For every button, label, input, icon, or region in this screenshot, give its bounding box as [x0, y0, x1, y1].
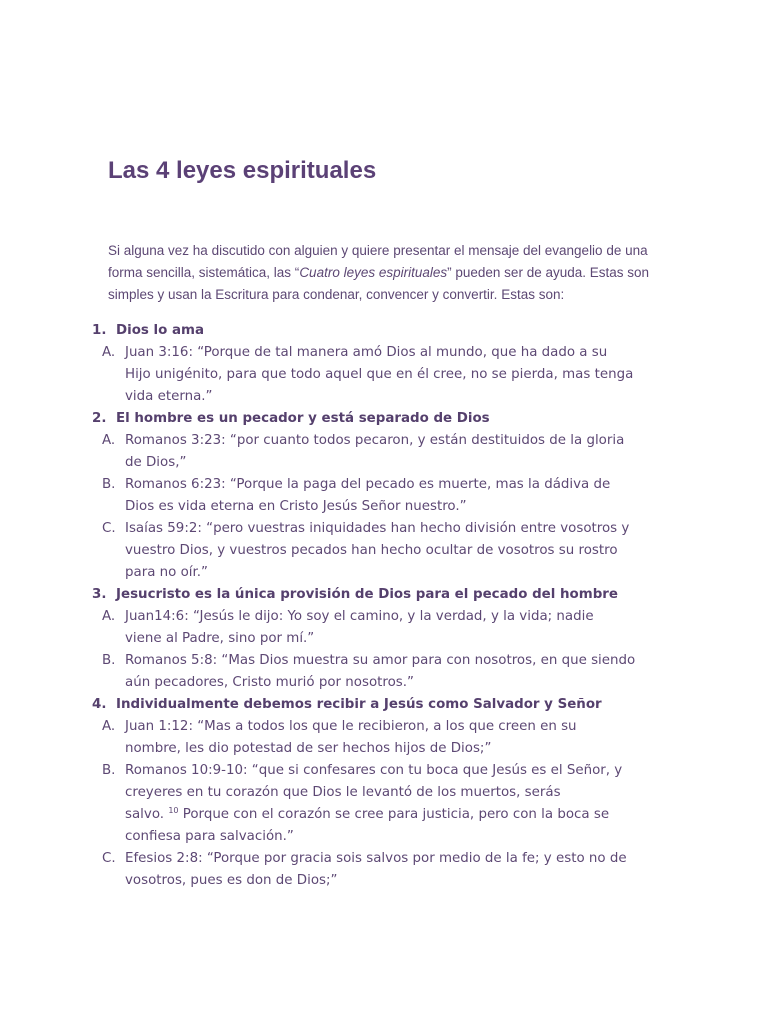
reference-line: Dios es vida eterna en Cristo Jesús Señor nuestro.” — [125, 499, 467, 514]
reference-line — [125, 804, 732, 826]
reference-line: Juan 3:16: “Porque de tal manera amó Dios al mundo, que ha dado a su — [125, 345, 608, 360]
reference-line: creyeres en tu corazón que Dios le levantó de los muertos, serás — [125, 785, 561, 800]
law-item — [92, 584, 732, 694]
law-heading-text: Individualmente debemos recibir a Jesús como Salvador y Señor — [116, 697, 602, 712]
law-item — [92, 694, 732, 892]
reference-item — [92, 606, 732, 650]
law-heading-text: Dios lo ama — [116, 323, 205, 338]
law-heading-text: El hombre es un pecador y está separado de Dios — [116, 411, 490, 426]
reference-letter: A. — [102, 719, 116, 734]
reference-line: Juan14:6: “Jesús le dijo: Yo soy el camino, y la verdad, y la vida; nadie — [125, 609, 594, 624]
reference-line: Efesios 2:8: “Porque por gracia sois salvos por medio de la fe; y esto no de — [125, 851, 627, 866]
law-number: 2. — [92, 411, 107, 426]
law-number: 1. — [92, 323, 107, 338]
laws-list — [92, 320, 732, 892]
intro-line — [108, 262, 668, 284]
reference-item — [92, 848, 732, 892]
reference-item — [92, 716, 732, 760]
reference-line: vuestro Dios, y vuestros pecados han hecho ocultar de vosotros su rostro — [125, 543, 618, 558]
reference-line: aún pecadores, Cristo murió por nosotros.” — [125, 675, 414, 690]
reference-item — [92, 760, 732, 848]
law-number: 3. — [92, 587, 107, 602]
law-heading — [92, 320, 732, 342]
reference-list — [92, 342, 732, 408]
reference-list — [92, 606, 732, 694]
law-item — [92, 408, 732, 584]
intro-text: ” pueden ser de ayuda. Estas son — [447, 265, 650, 280]
verse-number: 10 — [168, 806, 179, 815]
reference-item — [92, 650, 732, 694]
law-heading-text: Jesucristo es la única provisión de Dios para el pecado del hombre — [116, 587, 618, 602]
reference-letter: B. — [102, 763, 116, 778]
reference-letter: B. — [102, 653, 116, 668]
reference-letter: A. — [102, 345, 116, 360]
reference-line: Romanos 10:9-10: “que si confesares con tu boca que Jesús es el Señor, y — [125, 763, 623, 778]
reference-line: Romanos 5:8: “Mas Dios muestra su amor para con nosotros, en que siendo — [125, 653, 636, 668]
page-title: Las 4 leyes espirituales — [108, 157, 377, 184]
reference-item — [92, 342, 732, 408]
reference-line: Isaías 59:2: “pero vuestras iniquidades han hecho división entre vosotros y — [125, 521, 630, 536]
intro-text: forma sencilla, sistemática, las “ — [108, 265, 300, 280]
law-heading — [92, 694, 732, 716]
reference-line: Romanos 6:23: “Porque la paga del pecado es muerte, mas la dádiva de — [125, 477, 611, 492]
reference-list — [92, 430, 732, 584]
law-number: 4. — [92, 697, 107, 712]
reference-letter: A. — [102, 433, 116, 448]
reference-item — [92, 430, 732, 474]
reference-line: de Dios,” — [125, 455, 187, 470]
intro-emphasis: Cuatro leyes espirituales — [299, 265, 448, 280]
reference-line: nombre, les dio potestad de ser hechos hijos de Dios;” — [125, 741, 492, 756]
reference-line: confiesa para salvación.” — [125, 829, 294, 844]
reference-item — [92, 474, 732, 518]
intro-paragraph — [108, 240, 668, 306]
reference-line: vosotros, pues es don de Dios;” — [125, 873, 338, 888]
reference-letter: C. — [102, 851, 116, 866]
law-item — [92, 320, 732, 408]
reference-item — [92, 518, 732, 584]
reference-list — [92, 716, 732, 892]
reference-line: viene al Padre, sino por mí.” — [125, 631, 315, 646]
reference-line: Romanos 3:23: “por cuanto todos pecaron, y están destituidos de la gloria — [125, 433, 625, 448]
reference-text: Porque con el corazón se cree para justicia, pero con la boca se — [178, 807, 610, 822]
reference-line: Juan 1:12: “Mas a todos los que le recibieron, a los que creen en su — [125, 719, 577, 734]
law-heading — [92, 408, 732, 430]
reference-letter: B. — [102, 477, 116, 492]
reference-letter: C. — [102, 521, 116, 536]
reference-line: para no oír.” — [125, 565, 208, 580]
reference-text: salvo. — [125, 807, 169, 822]
intro-line: Si alguna vez ha discutido con alguien y quiere presentar el mensaje del evangelio de una — [108, 243, 648, 258]
intro-line: simples y usan la Escritura para condenar, convencer y convertir. Estas son: — [108, 287, 565, 302]
law-heading — [92, 584, 732, 606]
reference-line: vida eterna.” — [125, 389, 213, 404]
reference-letter: A. — [102, 609, 116, 624]
reference-line: Hijo unigénito, para que todo aquel que en él cree, no se pierda, mas tenga — [125, 367, 634, 382]
